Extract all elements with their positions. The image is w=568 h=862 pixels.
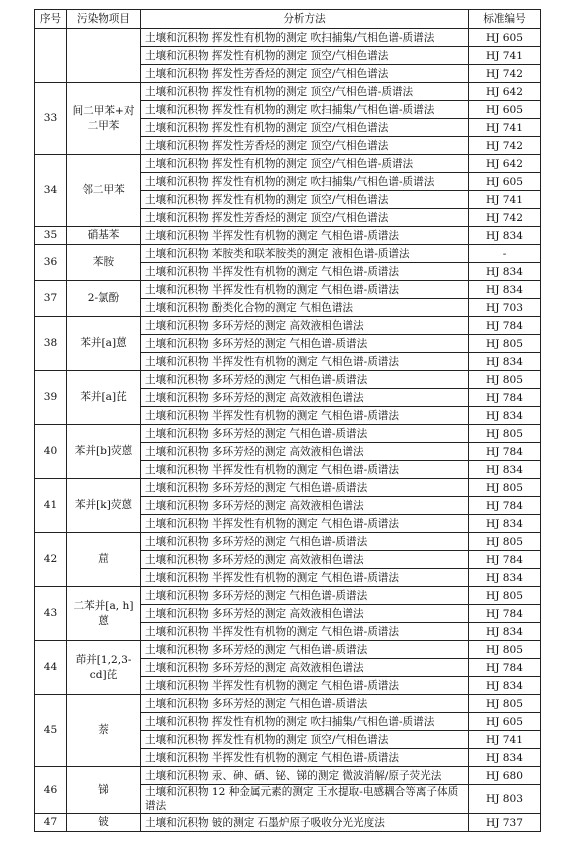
header-seq: 序号 (35, 10, 67, 29)
method-cell: 土壤和沉积物 多环芳烃的测定 气相色谱-质谱法 (141, 587, 469, 605)
pollutant-cell: 邻二甲苯 (67, 155, 141, 227)
method-cell: 土壤和沉积物 多环芳烃的测定 气相色谱-质谱法 (141, 533, 469, 551)
method-cell: 土壤和沉积物 铍的测定 石墨炉原子吸收分光光度法 (141, 814, 469, 832)
standard-cell: HJ 805 (469, 587, 541, 605)
standard-cell: HJ 805 (469, 695, 541, 713)
table-row (35, 533, 541, 551)
method-cell: 土壤和沉积物 半挥发性有机物的测定 气相色谱-质谱法 (141, 749, 469, 767)
standard-cell: HJ 737 (469, 814, 541, 832)
method-cell: 土壤和沉积物 半挥发性有机物的测定 气相色谱-质谱法 (141, 677, 469, 695)
standard-cell: HJ 741 (469, 119, 541, 137)
seq-cell: 38 (35, 317, 67, 371)
method-cell: 土壤和沉积物 挥发性芳香烃的测定 顶空/气相色谱法 (141, 137, 469, 155)
standard-cell: HJ 834 (469, 281, 541, 299)
standard-cell: HJ 805 (469, 479, 541, 497)
standard-cell: HJ 642 (469, 83, 541, 101)
seq-cell: 35 (35, 227, 67, 245)
standard-cell: HJ 834 (469, 623, 541, 641)
standard-cell: HJ 784 (469, 389, 541, 407)
method-cell: 土壤和沉积物 半挥发性有机物的测定 气相色谱-质谱法 (141, 461, 469, 479)
method-cell: 土壤和沉积物 半挥发性有机物的测定 气相色谱-质谱法 (141, 407, 469, 425)
pollutant-cell: 苯并[k]荧蒽 (67, 479, 141, 533)
standard-cell: HJ 742 (469, 209, 541, 227)
pollutant-cell: 二苯并[a, h]蒽 (67, 587, 141, 641)
standard-cell: HJ 834 (469, 263, 541, 281)
pollutant-cell: 2-氯酚 (67, 281, 141, 317)
seq-cell: 46 (35, 767, 67, 814)
header-pollutant: 污染物项目 (67, 10, 141, 29)
table-row (35, 767, 541, 785)
method-cell: 土壤和沉积物 12 种金属元素的测定 王水提取-电感耦合等离子体质谱法 (141, 785, 469, 814)
seq-cell: 45 (35, 695, 67, 767)
method-cell: 土壤和沉积物 挥发性有机物的测定 顶空/气相色谱-质谱法 (141, 155, 469, 173)
seq-cell: 43 (35, 587, 67, 641)
method-cell: 土壤和沉积物 多环芳烃的测定 高效液相色谱法 (141, 443, 469, 461)
table-row (35, 814, 541, 832)
method-cell: 土壤和沉积物 半挥发性有机物的测定 气相色谱-质谱法 (141, 353, 469, 371)
method-cell: 土壤和沉积物 多环芳烃的测定 高效液相色谱法 (141, 605, 469, 623)
table-row (35, 83, 541, 101)
method-cell: 土壤和沉积物 多环芳烃的测定 气相色谱-质谱法 (141, 371, 469, 389)
seq-cell: 44 (35, 641, 67, 695)
method-cell: 土壤和沉积物 挥发性有机物的测定 顶空/气相色谱法 (141, 119, 469, 137)
pollutant-cell (67, 29, 141, 83)
standard-cell: HJ 834 (469, 515, 541, 533)
method-cell: 土壤和沉积物 半挥发性有机物的测定 气相色谱-质谱法 (141, 263, 469, 281)
seq-cell: 39 (35, 371, 67, 425)
standard-cell: HJ 834 (469, 749, 541, 767)
method-cell: 土壤和沉积物 挥发性有机物的测定 顶空/气相色谱-质谱法 (141, 83, 469, 101)
standard-cell: HJ 784 (469, 551, 541, 569)
standard-cell: HJ 741 (469, 731, 541, 749)
method-cell: 土壤和沉积物 酚类化合物的测定 气相色谱法 (141, 299, 469, 317)
standard-cell: HJ 834 (469, 227, 541, 245)
method-cell: 土壤和沉积物 多环芳烃的测定 气相色谱-质谱法 (141, 695, 469, 713)
pollutant-cell: 苯并[a]蒽 (67, 317, 141, 371)
standard-cell: HJ 805 (469, 641, 541, 659)
standard-cell: HJ 605 (469, 29, 541, 47)
pollutant-cell: 锑 (67, 767, 141, 814)
method-cell: 土壤和沉积物 半挥发性有机物的测定 气相色谱-质谱法 (141, 281, 469, 299)
standard-cell: HJ 784 (469, 443, 541, 461)
standard-cell: HJ 834 (469, 407, 541, 425)
seq-cell: 41 (35, 479, 67, 533)
method-cell: 土壤和沉积物 挥发性有机物的测定 顶空/气相色谱法 (141, 191, 469, 209)
standard-cell: HJ 605 (469, 713, 541, 731)
method-cell: 土壤和沉积物 半挥发性有机物的测定 气相色谱-质谱法 (141, 227, 469, 245)
table-row (35, 155, 541, 173)
seq-cell: 33 (35, 83, 67, 155)
standard-cell: HJ 741 (469, 47, 541, 65)
standard-cell: HJ 605 (469, 101, 541, 119)
pollutant-cell: 铍 (67, 814, 141, 832)
method-cell: 土壤和沉积物 多环芳烃的测定 高效液相色谱法 (141, 497, 469, 515)
table-row (35, 695, 541, 713)
header-standard: 标准编号 (469, 10, 541, 29)
standard-cell: HJ 784 (469, 605, 541, 623)
standard-cell: HJ 784 (469, 659, 541, 677)
method-cell: 土壤和沉积物 挥发性芳香烃的测定 顶空/气相色谱法 (141, 209, 469, 227)
method-cell: 土壤和沉积物 挥发性有机物的测定 顶空/气相色谱法 (141, 731, 469, 749)
method-cell: 土壤和沉积物 多环芳烃的测定 气相色谱-质谱法 (141, 479, 469, 497)
standard-cell: HJ 605 (469, 173, 541, 191)
table-row (35, 371, 541, 389)
seq-cell: 34 (35, 155, 67, 227)
method-cell: 土壤和沉积物 半挥发性有机物的测定 气相色谱-质谱法 (141, 569, 469, 587)
table-row (35, 587, 541, 605)
table-row (35, 227, 541, 245)
method-cell: 土壤和沉积物 多环芳烃的测定 气相色谱-质谱法 (141, 425, 469, 443)
standard-cell: HJ 805 (469, 425, 541, 443)
standard-cell: HJ 834 (469, 677, 541, 695)
standard-cell: HJ 642 (469, 155, 541, 173)
table-row (35, 245, 541, 263)
standards-table (34, 9, 541, 832)
standard-cell: HJ 805 (469, 335, 541, 353)
table-row (35, 425, 541, 443)
pollutant-cell: 苯胺 (67, 245, 141, 281)
header-row (35, 10, 541, 29)
pollutant-cell: 苯并[a]芘 (67, 371, 141, 425)
seq-cell: 42 (35, 533, 67, 587)
method-cell: 土壤和沉积物 多环芳烃的测定 气相色谱-质谱法 (141, 641, 469, 659)
header-method: 分析方法 (141, 10, 469, 29)
table-body (35, 29, 541, 832)
method-cell: 土壤和沉积物 多环芳烃的测定 高效液相色谱法 (141, 551, 469, 569)
method-cell: 土壤和沉积物 挥发性有机物的测定 吹扫捕集/气相色谱-质谱法 (141, 173, 469, 191)
method-cell: 土壤和沉积物 挥发性芳香烃的测定 顶空/气相色谱法 (141, 65, 469, 83)
pollutant-cell: 萘 (67, 695, 141, 767)
method-cell: 土壤和沉积物 苯胺类和联苯胺类的测定 液相色谱-质谱法 (141, 245, 469, 263)
table-row (35, 317, 541, 335)
method-cell: 土壤和沉积物 挥发性有机物的测定 吹扫捕集/气相色谱-质谱法 (141, 713, 469, 731)
method-cell: 土壤和沉积物 半挥发性有机物的测定 气相色谱-质谱法 (141, 623, 469, 641)
standard-cell: - (469, 245, 541, 263)
pollutant-cell: 䓛 (67, 533, 141, 587)
standard-cell: HJ 803 (469, 785, 541, 814)
method-cell: 土壤和沉积物 半挥发性有机物的测定 气相色谱-质谱法 (141, 515, 469, 533)
method-cell: 土壤和沉积物 多环芳烃的测定 气相色谱-质谱法 (141, 335, 469, 353)
table-row (35, 281, 541, 299)
method-cell: 土壤和沉积物 汞、砷、硒、铋、锑的测定 微波消解/原子荧光法 (141, 767, 469, 785)
standard-cell: HJ 834 (469, 569, 541, 587)
table-row (35, 29, 541, 47)
method-cell: 土壤和沉积物 多环芳烃的测定 高效液相色谱法 (141, 389, 469, 407)
pollutant-cell: 茚并[1,2,3-cd]芘 (67, 641, 141, 695)
seq-cell (35, 29, 67, 83)
pollutant-cell: 间二甲苯+对二甲苯 (67, 83, 141, 155)
standard-cell: HJ 703 (469, 299, 541, 317)
table-row (35, 641, 541, 659)
method-cell: 土壤和沉积物 挥发性有机物的测定 吹扫捕集/气相色谱-质谱法 (141, 29, 469, 47)
standard-cell: HJ 805 (469, 533, 541, 551)
standard-cell: HJ 784 (469, 317, 541, 335)
standard-cell: HJ 784 (469, 497, 541, 515)
standard-cell: HJ 742 (469, 137, 541, 155)
method-cell: 土壤和沉积物 多环芳烃的测定 高效液相色谱法 (141, 317, 469, 335)
standard-cell: HJ 834 (469, 353, 541, 371)
pollutant-cell: 硝基苯 (67, 227, 141, 245)
seq-cell: 36 (35, 245, 67, 281)
seq-cell: 37 (35, 281, 67, 317)
seq-cell: 40 (35, 425, 67, 479)
method-cell: 土壤和沉积物 挥发性有机物的测定 吹扫捕集/气相色谱-质谱法 (141, 101, 469, 119)
standard-cell: HJ 742 (469, 65, 541, 83)
method-cell: 土壤和沉积物 挥发性有机物的测定 顶空/气相色谱法 (141, 47, 469, 65)
method-cell: 土壤和沉积物 多环芳烃的测定 高效液相色谱法 (141, 659, 469, 677)
standard-cell: HJ 680 (469, 767, 541, 785)
standard-cell: HJ 834 (469, 461, 541, 479)
pollutant-cell: 苯并[b]荧蒽 (67, 425, 141, 479)
standard-cell: HJ 805 (469, 371, 541, 389)
table-row (35, 479, 541, 497)
standard-cell: HJ 741 (469, 191, 541, 209)
seq-cell: 47 (35, 814, 67, 832)
